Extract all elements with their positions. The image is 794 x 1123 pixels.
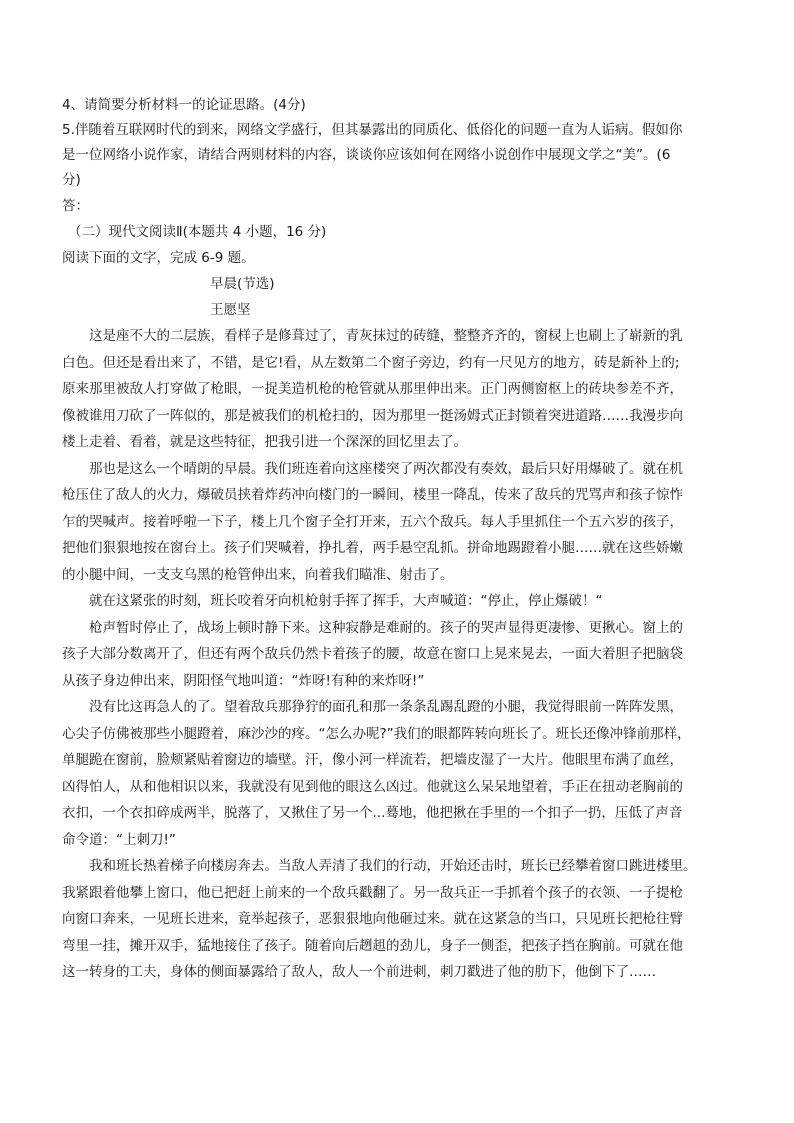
paragraph-line: 枪声暂时停止了，战场上顿时静下来。这种寂静是难耐的。孩子的哭声显得更凄惨、更揪心。窗上的 [89,619,683,636]
section-instruction: 阅读下面的文字，完成 6-9 题。 [62,250,255,266]
paragraph-line: 命令道：“上刺刀!” [62,831,176,848]
paragraph-line: 像被谁用刀砍了一阵似的，那是被我们的机枪扫的，因为那里一挺汤姆式正封锁着突进道路……我漫步向 [62,407,683,424]
paragraph-line: 就在这紧张的时刻，班长咬着牙向机枪射手挥了挥手，大声喊道：“停止，停止爆破！“ [89,593,603,609]
article-paragraph [62,456,732,589]
article-paragraph [62,588,732,615]
paragraph-line: 衣扣，一个衣扣碎成两半，脱落了，又揪住了另一个...蓦地，他把揪在手里的一个扣子一扔，压低了声音 [62,805,683,821]
article-header [62,271,732,323]
paragraph-line: 弯里一挂，摊开双手，猛地接住了孩子。随着向后趔趄的劲儿，身子一侧歪，把孩子挡在胸前。可就在他 [62,937,683,954]
paragraph-line: 心尖子仿佛被那些小腿蹬着，麻沙沙的疼。“怎么办呢?”我们的眼都阵转向班长了。班长还像冲锋前那样， [62,725,691,742]
paragraph-line: 从孩子身边伸出来，阴阳怪气地叫道：“炸呀!有种的来炸呀!” [62,672,425,689]
section-heading: （二）现代文阅读Ⅱ(本题共 4 小题，16 分) [68,224,327,240]
paragraph-line: 把他们狠狠地按在窗台上。孩子们哭喊着，挣扎着，两手悬空乱抓。拼命地踢蹬着小腿……就在这些娇嫩 [62,540,683,556]
answer-label: 答： [62,198,89,214]
paragraph-line: 孩子大部分数离开了，但还有两个敌兵仍然卡着孩子的腰，故意在窗口上晃来晃去，一面大着胆子把脑袋 [62,646,683,662]
paragraph-line: 凶得怕人，从和他相识以来，我就没有见到他的眼这么凶过。他就这么呆呆地望着，手正在扭动老胸前的 [62,778,683,795]
question-5 [62,118,732,193]
paragraph-line: 这是座不大的二层族，看样子是修葺过了，青灰抹过的砖缝，整整齐齐的，窗棂上也刷上了崭新的乳 [89,328,683,344]
document-page [62,92,732,986]
article-paragraph [62,853,732,986]
article-paragraph [62,615,732,695]
paragraph-line: 白色。但还是看出来了，不错，是它!看，从左数第二个窗子旁边，约有一尺见方的地方，砖是新补上的; [62,354,680,371]
paragraph-line: 没有比这再急人的了。望着敌兵那狰狞的面孔和那一条条乱踢乱蹬的小腿，我觉得眼前一阵阵发黑， [89,699,683,715]
article-author: 王愿坚 [210,302,251,318]
paragraph-line: 我和班长热着梯子向楼房奔去。当敌人弄清了我们的行动，开始还击时，班长已经攀着窗口跳进楼里。 [89,858,697,874]
question-5-line: 是一位网络小说作家，请结合两则材料的内容，谈谈你应该如何在网络小说创作中展现文学之“美”。(6 [62,147,671,163]
paragraph-line: 乍的哭喊声。接着呼啦一下子，楼上几个窗子全打开来，五六个敌兵。每人手里抓住一个五六岁的孩子， [62,513,683,530]
article-paragraph [62,694,732,853]
paragraph-line: 原来那里被敌人打穿做了枪眼，一捉美造机枪的枪管就从那里伸出来。正门两侧窗枢上的砖块参差不齐， [62,381,683,397]
paragraph-line: 楼上走着、看着，就是这些特征，把我引进一个深深的回忆里去了。 [62,434,467,450]
paragraph-line: 我紧跟着他攀上窗口，他已把赶上前来的一个敌兵戳翻了。另一敌兵正一手抓着个孩子的衣领、一子提枪 [62,884,683,901]
paragraph-line: 单腿跪在窗前，脸颊紧贴着窗边的墙壁。汗，像小河一样流若，把墙皮湿了一大片。他眼里布满了血丝， [62,752,683,768]
question-4: 4、请简要分析材料一的论证思路。(4分) [62,97,306,113]
paragraph-line: 枪压住了敌人的火力，爆破员挟着炸药冲向楼门的一瞬间，楼里一降乱，传来了敌兵的咒骂声和孩子惊怍 [62,487,683,503]
article-title: 早晨(节选) [210,276,275,292]
question-5-line: 分) [62,172,81,188]
paragraph-line: 向窗口奔来，一见班长进来，竟举起孩子，恶狠狠地向他砸过来。就在这紧急的当口，只见班长把枪往臂 [62,911,683,927]
question-5-line: 5.伴随着互联网时代的到来，网络文学盛行，但其暴露出的同质化、低俗化的问题一直为人诟病。假如你 [62,122,683,138]
paragraph-line: 那也是这么一个晴朗的早晨。我们班连着向这座楼突了两次都没有奏效，最后只好用爆破了。就在机 [89,460,683,477]
paragraph-line: 这一转身的工夫，身体的侧面暴露给了敌人，敌人一个前进刺，刺刀戳进了他的肋下，他倒下了…… [62,964,656,980]
article-paragraph [62,323,732,456]
paragraph-line: 的小腿中间，一支支乌黑的枪管伸出来，向着我们瞄准、射击了。 [62,566,454,583]
